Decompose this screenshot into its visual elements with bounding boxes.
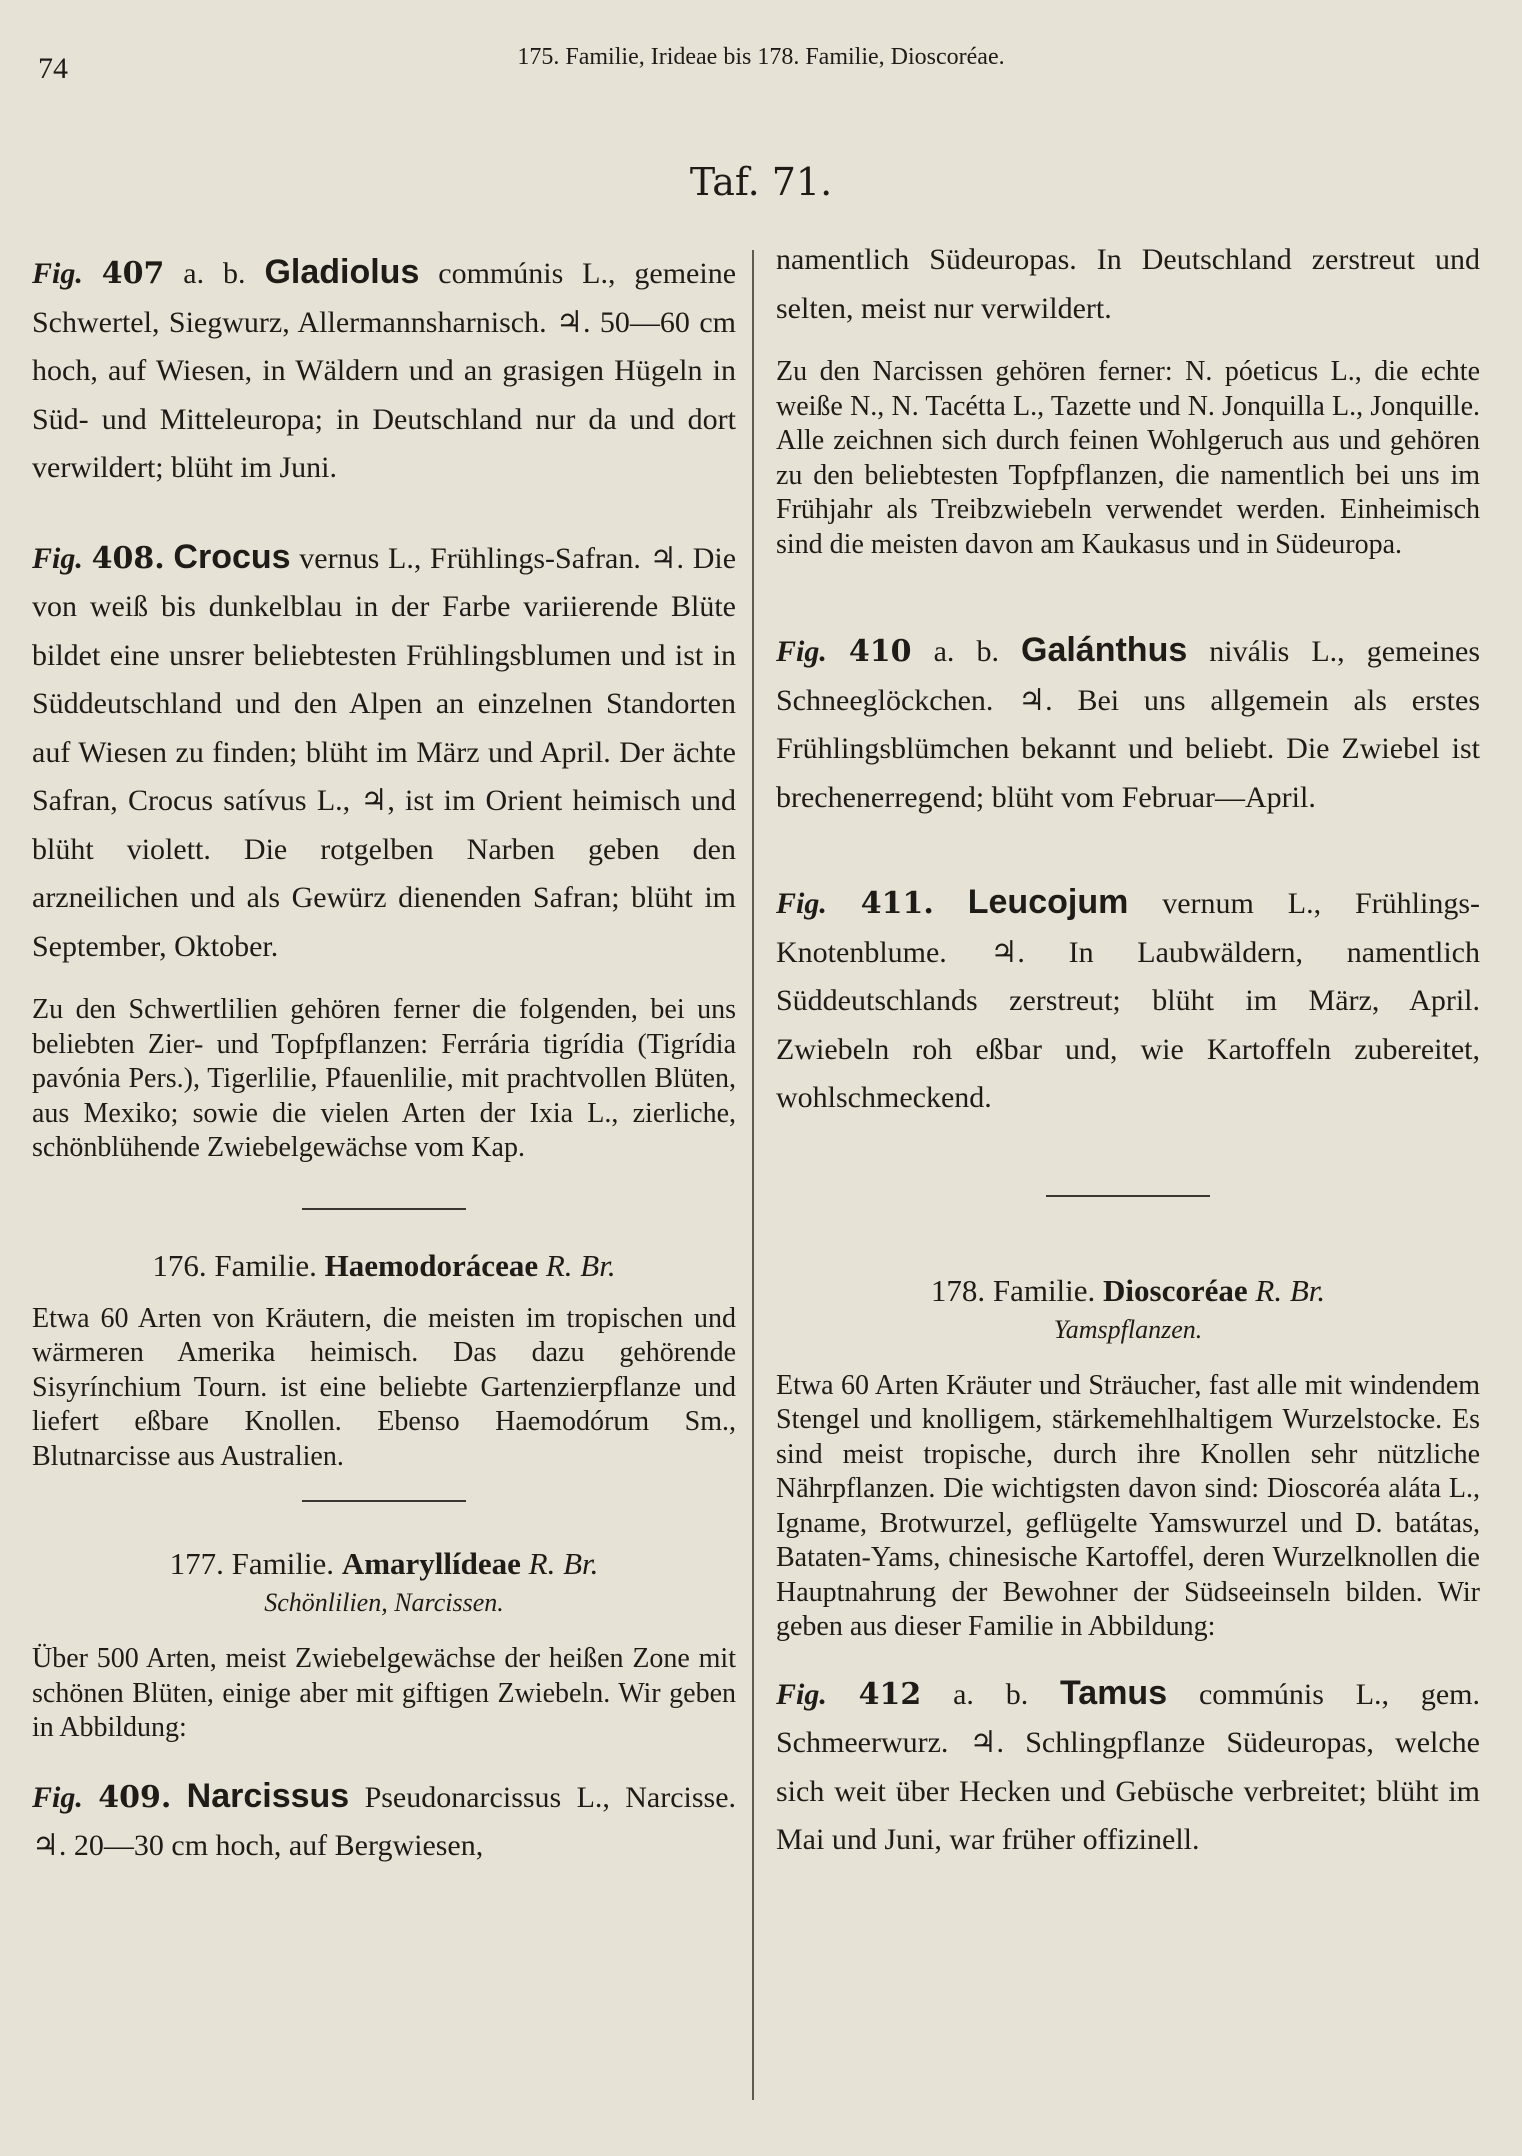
column-divider bbox=[752, 250, 754, 2100]
family-author: R. Br. bbox=[545, 1247, 616, 1283]
family-name: Haemodoráceae bbox=[324, 1247, 539, 1283]
genus-name: Gladiolus bbox=[264, 253, 420, 291]
family-author: R. Br. bbox=[1255, 1272, 1326, 1308]
fig-408-entry bbox=[32, 533, 736, 972]
fig-parts: a. b. bbox=[953, 1677, 1029, 1711]
family-176-heading bbox=[32, 1248, 736, 1284]
family-name: Amaryllídeae bbox=[341, 1546, 521, 1581]
running-head: 175. Familie, Irideae bis 178. Familie, Dioscoréae. bbox=[517, 44, 1005, 70]
fig-number: 408. bbox=[91, 540, 165, 576]
family-177-subtitle: Schönlilien, Narcissen. bbox=[264, 1588, 504, 1617]
family-177-heading bbox=[32, 1546, 736, 1582]
fig-label: Fig. bbox=[32, 541, 83, 575]
narcissus-note: Zu den Narcissen gehören ferner: N. póeticus L., die echte weiße N., N. Tacétta L., Tazette und N. Jonquilla L., Jonquille. Alle zeichnen sich durch feinen Wohlgeruch aus und gehören zu den beliebtesten Topfpflanzen, die namentlich bei uns im Frühjahr als Treibzwiebeln verwendet werden. Einheimisch sind die meisten davon am Kaukasus und in Südeuropa. bbox=[776, 356, 1480, 560]
fig-number: 410 bbox=[848, 634, 912, 669]
family-178-subtitle: Yamspflanzen. bbox=[1053, 1314, 1203, 1344]
genus-name: Galánthus bbox=[1021, 631, 1188, 669]
fig-number: 411. bbox=[860, 886, 934, 921]
entry-text: nivális L., gemeines Schneeglöckchen. ♃. Bei uns allgemein als erstes Frühlingsblümchen bekannt und beliebt. Die Zwiebel ist brechenerregend; blüht vom Februar—April. bbox=[776, 635, 1480, 814]
left-column bbox=[32, 248, 736, 1871]
entry-text: commúnis L., gemeine Schwertel, Siegwurz, Allermannsharnisch. ♃. 50—60 cm hoch, auf Wiesen, in Wäldern und an grasigen Hügeln in Süd- und Mitteleuropa; in Deutschland nur da und dort verwildert; blüht im Juni. bbox=[32, 257, 737, 484]
fig-label: Fig. bbox=[32, 257, 83, 290]
entry-text: vernus L., Frühlings-Safran. ♃. Die von weiß bis dunkelblau in der Farbe variierende Blüte bildet eine unsrer beliebtesten Frühlingsblumen und ist in Süddeutschland und den Alpen an einzelnen Standorten auf Wiesen zu finden; blüht im März und April. Der ächte Safran, Crocus satívus L., ♃, ist im Orient heimisch und blüht violett. Die rotgelben Narben geben den arzneilichen und als Gewürz dienenden Safran; blüht im September, Oktober. bbox=[32, 541, 737, 963]
fig-parts: a. b. bbox=[183, 257, 246, 290]
family-177-text: Über 500 Arten, meist Zwiebelgewächse der heißen Zone mit schönen Blüten, einige aber mit giftigen Zwiebeln. Wir geben in Abbildung: bbox=[32, 1643, 736, 1743]
entry-text: commúnis L., gem. Schmeerwurz. ♃. Schlingpflanze Südeuropas, welche sich weit über Hecken und Gebüsche verbreitet; blüht im Mai und Juni, war früher offizinell. bbox=[776, 1677, 1481, 1856]
fig-412-entry bbox=[776, 1669, 1480, 1865]
family-178-heading bbox=[776, 1273, 1480, 1309]
section-rule bbox=[1046, 1195, 1210, 1197]
fig-409-entry bbox=[32, 1772, 736, 1871]
section-rule bbox=[302, 1208, 466, 1210]
fig-number: 407 bbox=[101, 256, 165, 291]
fig-label: Fig. bbox=[776, 887, 827, 920]
fig-label: Fig. bbox=[776, 1677, 827, 1711]
genus-name: Crocus bbox=[173, 537, 291, 576]
family-label: 178. Familie. bbox=[930, 1272, 1096, 1308]
fig-409-continued: namentlich Südeuropas. In Deutschland zerstreut und selten, meist nur verwildert. bbox=[776, 243, 1480, 325]
family-label: 176. Familie. bbox=[152, 1247, 317, 1283]
fig-parts: a. b. bbox=[933, 635, 999, 668]
plate-title: Taf. 71. bbox=[689, 160, 833, 204]
genus-name: Tamus bbox=[1060, 1673, 1168, 1712]
irideae-note: Zu den Schwertlilien gehören ferner die folgenden, bei uns beliebten Zier- und Topfpflanzen: Ferrária tigrídia (Tigrídia pavónia Pers.), Tigerlilie, Pfauenlilie, mit prachtvollen Blüten, aus Mexiko; sowie die vielen Arten der Ixia L., zierliche, schönblühende Zwiebelgewächse vom Kap. bbox=[32, 994, 736, 1163]
family-author: R. Br. bbox=[528, 1546, 599, 1581]
fig-label: Fig. bbox=[32, 1780, 83, 1814]
fig-number: 409. bbox=[98, 1779, 172, 1815]
fig-number: 412 bbox=[858, 1676, 922, 1712]
entry-text: Pseudonarcissus L., Narcisse. ♃. 20—30 cm hoch, auf Bergwiesen, bbox=[32, 1780, 737, 1862]
section-rule bbox=[302, 1500, 466, 1502]
genus-name: Narcissus bbox=[186, 1776, 350, 1815]
family-178-text: Etwa 60 Arten Kräuter und Sträucher, fast alle mit windendem Stengel und knolligem, stärkemehlhaltigem Wurzelstocke. Es sind meist tropische, durch ihre Knollen sehr nützliche Nährpflanzen. Die wichtigsten davon sind: Dioscoréa aláta L., Igname, Brotwurzel, geflügelte Yamswurzel und D. batátas, Bataten-Yams, chinesische Kartoffel, deren Wurzelknollen die Hauptnahrung der Bewohner der Südseeinseln bilden. Wir geben aus dieser Familie in Abbildung: bbox=[776, 1369, 1480, 1642]
fig-410-entry bbox=[776, 626, 1480, 822]
page-number: 74 bbox=[38, 52, 68, 85]
family-label: 177. Familie. bbox=[169, 1546, 335, 1581]
genus-name: Leucojum bbox=[967, 883, 1129, 921]
right-column bbox=[776, 236, 1480, 1865]
fig-label: Fig. bbox=[776, 635, 827, 668]
family-name: Dioscoréae bbox=[1103, 1272, 1248, 1308]
fig-407-entry bbox=[32, 248, 736, 493]
fig-411-entry bbox=[776, 878, 1480, 1123]
family-176-text: Etwa 60 Arten von Kräutern, die meisten im tropischen und wärmeren Amerika heimisch. Das dazu gehörende Sisyrínchium Tourn. ist eine beliebte Gartenzierpflanze und liefert eßbare Knollen. Ebenso Haemodórum Sm., Blutnarcisse aus Australien. bbox=[32, 1302, 736, 1472]
entry-text: vernum L., Frühlings-Knotenblume. ♃. In Laubwäldern, namentlich Süddeutschlands zerstreut; blüht im März, April. Zwiebeln roh eßbar und, wie Kartoffeln zubereitet, wohlschmeckend. bbox=[776, 887, 1481, 1114]
